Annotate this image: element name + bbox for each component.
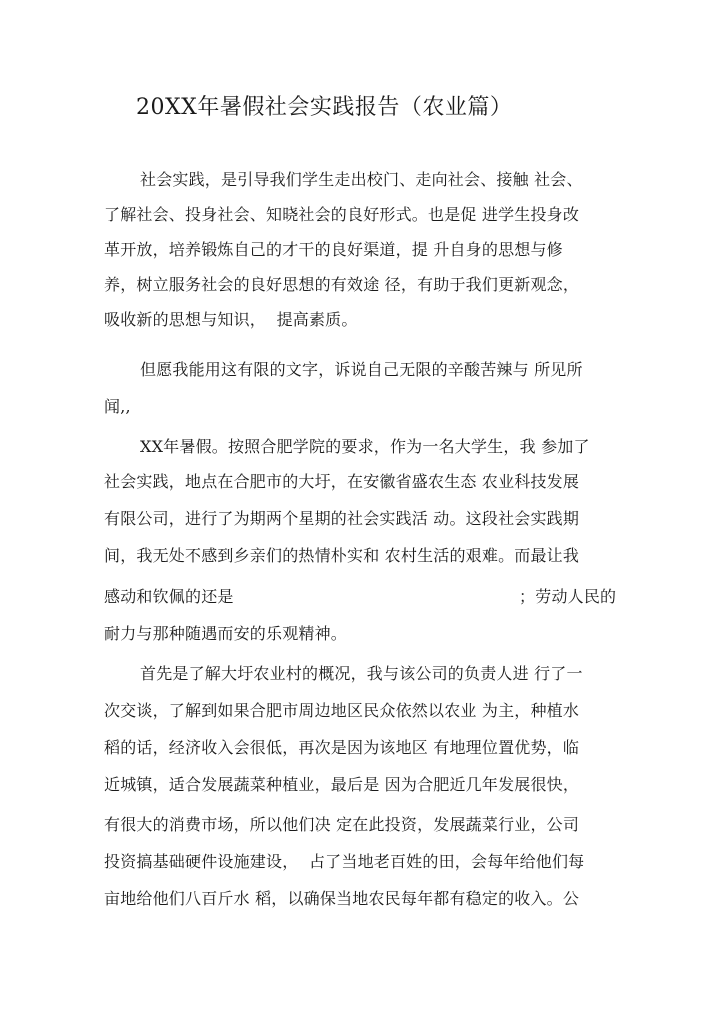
paragraph-line: 间，我无处不感到乡亲们的热情朴实和 农村生活的艰难。而最让我 (104, 546, 580, 565)
document-title: 20XX年暑假社会实践报告（农业篇） (136, 95, 513, 120)
paragraph-line: 耐力与那种随遇而安的乐观精神。 (104, 624, 348, 643)
paragraph-line: 稻的话，经济收入会很低，再次是因为该地区 有地理位置优势，临 (104, 738, 580, 757)
paragraph-line: 养，树立服务社会的良好思想的有效途 径，有助于我们更新观念， (104, 275, 580, 294)
paragraph-line: 投资搞基础硬件设施建设， 占了当地老百姓的田，会每年给他们每 (104, 852, 585, 871)
paragraph-line: 了解社会、投身社会、知晓社会的良好形式。也是促 进学生投身改 (104, 205, 580, 224)
paragraph-line: 次交谈，了解到如果合肥市周边地区民众依然以农业 为主，种植水 (104, 701, 580, 720)
paragraph-line: 但愿我能用这有限的文字，诉说自己无限的辛酸苦辣与 所见所 (140, 360, 583, 379)
paragraph-line: 亩地给他们八百斤水 稻，以确保当地农民每年都有稳定的收入。公 (104, 889, 580, 908)
paragraph-line: 吸收新的思想与知识， 提高素质。 (104, 310, 358, 329)
paragraph-line: 革开放，培养锻炼自己的才干的良好渠道，提 升自身的思想与修 (104, 240, 563, 259)
paragraph-line: 社会实践，是引导我们学生走出校门、走向社会、接触 社会、 (140, 170, 583, 189)
paragraph-line: 闻,, (104, 397, 131, 416)
paragraph-line: 感动和钦佩的还是 ；劳动人民的 (104, 587, 617, 606)
paragraph-line: 有限公司，进行了为期两个星期的社会实践活 动。这段社会实践期 (104, 509, 580, 528)
paragraph-line: 首先是了解大圩农业村的概况，我与该公司的负责人进 行了一 (140, 664, 583, 683)
paragraph-line: XX年暑假。按照合肥学院的要求，作为一名大学生，我 参加了 (140, 437, 590, 456)
paragraph-line: 有很大的消费市场，所以他们决 定在此投资，发展蔬菜行业，公司 (104, 815, 580, 834)
paragraph-line: 近城镇，适合发展蔬菜种植业，最后是 因为合肥近几年发展很快， (104, 775, 580, 794)
paragraph-line: 社会实践，地点在合肥市的大圩，在安徽省盛农生态 农业科技发展 (104, 472, 580, 491)
